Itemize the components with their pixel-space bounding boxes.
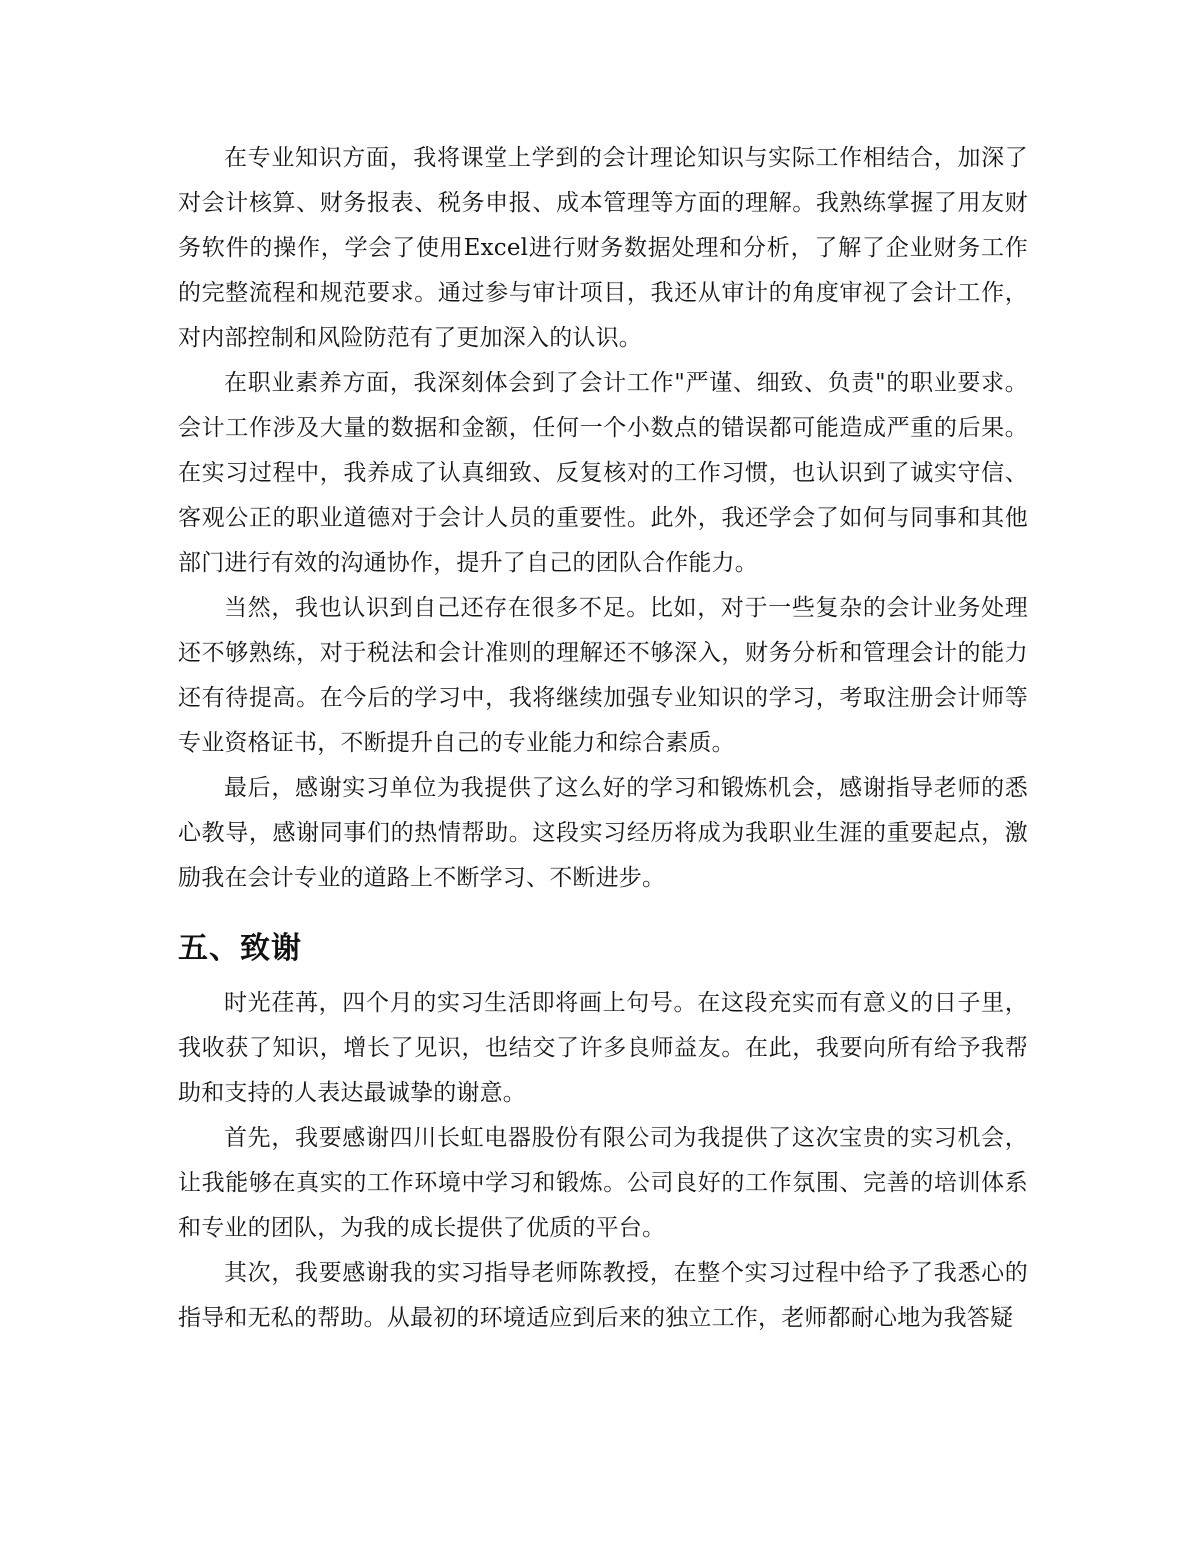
document-body [178, 136, 1028, 1341]
paragraph-thanks-company: 首先，我要感谢四川长虹电器股份有限公司为我提供了这次宝贵的实习机会，让我能够在真实的工作环境中学习和锻炼。公司良好的工作氛围、完善的培训体系和专业的团队，为我的成长提供了优质的平台。 [178, 1125, 1028, 1241]
paragraph-thanks-advisor: 其次，我要感谢我的实习指导老师陈教授，在整个实习过程中给予了我悉心的指导和无私的帮助。从最初的环境适应到后来的独立工作，老师都耐心地为我答疑 [178, 1260, 1028, 1331]
section-heading-acknowledgements: 五、致谢 [178, 931, 302, 966]
paragraph-professional-knowledge: 在专业知识方面，我将课堂上学到的会计理论知识与实际工作相结合，加深了对会计核算、财务报表、税务申报、成本管理等方面的理解。我熟练掌握了用友财务软件的操作，学会了使用Excel进行财务数据处理和分析，了解了企业财务工作的完整流程和规范要求。通过参与审计项目，我还从审计的角度审视了会计工作，对内部控制和风险防范有了更加深入的认识。 [178, 145, 1028, 351]
paragraph-shortcomings: 当然，我也认识到自己还存在很多不足。比如，对于一些复杂的会计业务处理还不够熟练，对于税法和会计准则的理解还不够深入，财务分析和管理会计的能力还有待提高。在今后的学习中，我将继续加强专业知识的学习，考取注册会计师等专业资格证书，不断提升自己的专业能力和综合素质。 [178, 595, 1028, 756]
paragraph-acknowledgement-intro: 时光荏苒，四个月的实习生活即将画上句号。在这段充实而有意义的日子里，我收获了知识，增长了见识，也结交了许多良师益友。在此，我要向所有给予我帮助和支持的人表达最诚挚的谢意。 [178, 990, 1028, 1106]
paragraph-professional-quality: 在职业素养方面，我深刻体会到了会计工作"严谨、细致、负责"的职业要求。会计工作涉及大量的数据和金额，任何一个小数点的错误都可能造成严重的后果。在实习过程中，我养成了认真细致、反复核对的工作习惯，也认识到了诚实守信、客观公正的职业道德对于会计人员的重要性。此外，我还学会了如何与同事和其他部门进行有效的沟通协作，提升了自己的团队合作能力。 [178, 370, 1028, 576]
paragraph-closing-thanks: 最后，感谢实习单位为我提供了这么好的学习和锻炼机会，感谢指导老师的悉心教导，感谢同事们的热情帮助。这段实习经历将成为我职业生涯的重要起点，激励我在会计专业的道路上不断学习、不断进步。 [178, 775, 1028, 891]
